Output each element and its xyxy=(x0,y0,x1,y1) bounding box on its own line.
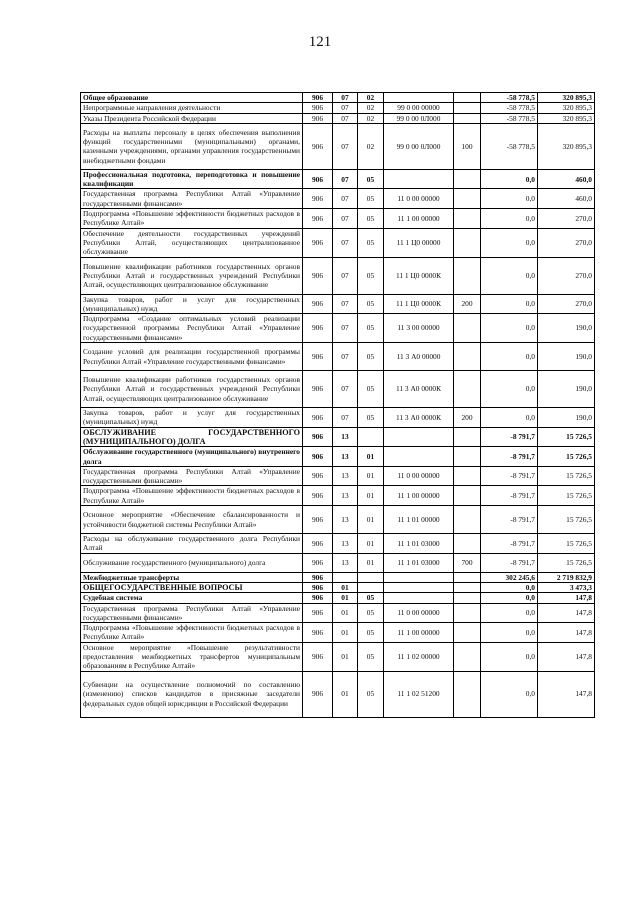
target-article: 11 1 00 00000 xyxy=(384,486,454,506)
section-code: 13 xyxy=(333,486,358,506)
row-name: Подпрограмма «Повышение эффективности бюджетных расходов в Республике Алтай» xyxy=(81,209,303,229)
subsection-code: 05 xyxy=(358,169,384,189)
expense-type xyxy=(454,343,481,371)
table-row xyxy=(81,113,595,123)
admin-code: 906 xyxy=(303,169,333,189)
admin-code: 906 xyxy=(303,257,333,294)
row-name: Подпрограмма «Создание оптимальных условий реализации государственной программы Республики Алтай «Управление государственными финансами» xyxy=(81,314,303,343)
table-row xyxy=(81,371,595,408)
target-article: 11 1 Ц0 00000 xyxy=(384,228,454,257)
target-article xyxy=(384,572,454,582)
subsection-code: 01 xyxy=(358,466,384,486)
row-name: Повышение квалификации работников государственных органов Республики Алтай и государственных учреждений Республики Алтай, осуществляющих централизованное обслуживание xyxy=(81,371,303,408)
row-name: ОБСЛУЖИВАНИЕ ГОСУДАРСТВЕННОГО (МУНИЦИПАЛЬНОГО) ДОЛГА xyxy=(81,427,303,447)
target-article: 11 0 00 00000 xyxy=(384,189,454,209)
amount-total: 15 726,5 xyxy=(538,553,595,572)
amount-change: 0,0 xyxy=(481,169,538,189)
subsection-code xyxy=(358,572,384,582)
expense-type xyxy=(454,314,481,343)
subsection-code: 05 xyxy=(358,257,384,294)
admin-code: 906 xyxy=(303,553,333,572)
amount-change: -8 791,7 xyxy=(481,553,538,572)
section-code: 01 xyxy=(333,603,358,623)
section-code: 07 xyxy=(333,113,358,123)
target-article: 11 1 02 00000 xyxy=(384,642,454,671)
target-article: 11 1 Ц0 0000К xyxy=(384,257,454,294)
subsection-code: 05 xyxy=(358,593,384,603)
admin-code: 906 xyxy=(303,466,333,486)
subsection-code: 05 xyxy=(358,228,384,257)
section-code: 07 xyxy=(333,169,358,189)
row-name: Государственная программа Республики Алтай «Управление государственными финансами» xyxy=(81,603,303,623)
expense-type xyxy=(454,257,481,294)
subsection-code: 01 xyxy=(358,447,384,467)
target-article xyxy=(384,427,454,447)
table-row xyxy=(81,553,595,572)
expense-type xyxy=(454,603,481,623)
admin-code: 906 xyxy=(303,113,333,123)
row-name: Указы Президента Российской Федерации xyxy=(81,113,303,123)
row-name: Обслуживание государственного (муниципального) внутреннего долга xyxy=(81,447,303,467)
amount-total: 320 895,3 xyxy=(538,123,595,169)
admin-code: 906 xyxy=(303,572,333,582)
expense-type xyxy=(454,506,481,534)
expense-type xyxy=(454,209,481,229)
target-article: 99 0 00 0Л000 xyxy=(384,113,454,123)
row-name: ОБЩЕГОСУДАРСТВЕННЫЕ ВОПРОСЫ xyxy=(81,582,303,592)
subsection-code: 05 xyxy=(358,343,384,371)
amount-change: 0,0 xyxy=(481,294,538,314)
amount-total: 147,8 xyxy=(538,642,595,671)
expense-type: 200 xyxy=(454,408,481,428)
target-article xyxy=(384,169,454,189)
table-row xyxy=(81,257,595,294)
subsection-code: 05 xyxy=(358,671,384,717)
amount-change: -8 791,7 xyxy=(481,466,538,486)
amount-change: 0,0 xyxy=(481,408,538,428)
table-row xyxy=(81,343,595,371)
amount-total: 15 726,5 xyxy=(538,427,595,447)
admin-code: 906 xyxy=(303,534,333,554)
subsection-code: 02 xyxy=(358,123,384,169)
subsection-code xyxy=(358,427,384,447)
admin-code: 906 xyxy=(303,593,333,603)
expense-type xyxy=(454,593,481,603)
section-code: 01 xyxy=(333,642,358,671)
subsection-code: 01 xyxy=(358,534,384,554)
target-article: 11 1 01 03000 xyxy=(384,553,454,572)
admin-code: 906 xyxy=(303,506,333,534)
table-row xyxy=(81,93,595,103)
admin-code: 906 xyxy=(303,642,333,671)
target-article: 11 3 А0 00000 xyxy=(384,343,454,371)
section-code: 07 xyxy=(333,294,358,314)
section-code: 01 xyxy=(333,582,358,592)
expense-type xyxy=(454,103,481,113)
target-article: 11 1 00 00000 xyxy=(384,623,454,643)
subsection-code: 05 xyxy=(358,189,384,209)
expense-type xyxy=(454,228,481,257)
section-code: 13 xyxy=(333,427,358,447)
amount-total: 270,0 xyxy=(538,228,595,257)
amount-change: 0,0 xyxy=(481,228,538,257)
admin-code: 906 xyxy=(303,343,333,371)
row-name: Основное мероприятие «Повышение результативности предоставления межбюджетных трансфертов муниципальным образованиям в Республике Алтай» xyxy=(81,642,303,671)
target-article xyxy=(384,447,454,467)
amount-total: 320 895,3 xyxy=(538,103,595,113)
target-article: 99 0 00 00000 xyxy=(384,103,454,113)
subsection-code: 01 xyxy=(358,553,384,572)
target-article: 11 1 00 00000 xyxy=(384,209,454,229)
amount-change: 0,0 xyxy=(481,314,538,343)
section-code: 13 xyxy=(333,553,358,572)
admin-code: 906 xyxy=(303,314,333,343)
admin-code: 906 xyxy=(303,623,333,643)
section-code: 07 xyxy=(333,408,358,428)
expense-type xyxy=(454,371,481,408)
row-name: Основное мероприятие «Обеспечение сбалансированности и устойчивости бюджетной системы Республики Алтай» xyxy=(81,506,303,534)
expense-type xyxy=(454,427,481,447)
target-article: 11 3 00 00000 xyxy=(384,314,454,343)
section-code: 07 xyxy=(333,189,358,209)
section-code: 13 xyxy=(333,534,358,554)
expense-type xyxy=(454,582,481,592)
target-article: 11 3 А0 0000К xyxy=(384,371,454,408)
amount-change: 302 245,6 xyxy=(481,572,538,582)
amount-change: -58 778,5 xyxy=(481,113,538,123)
row-name: Подпрограмма «Повышение эффективности бюджетных расходов в Республике Алтай» xyxy=(81,486,303,506)
table-row xyxy=(81,572,595,582)
table-row xyxy=(81,603,595,623)
amount-change: 0,0 xyxy=(481,623,538,643)
subsection-code: 05 xyxy=(358,623,384,643)
target-article: 11 1 02 51200 xyxy=(384,671,454,717)
expense-type xyxy=(454,466,481,486)
target-article: 11 0 00 00000 xyxy=(384,603,454,623)
table-row xyxy=(81,593,595,603)
table-row xyxy=(81,169,595,189)
table-row xyxy=(81,582,595,592)
subsection-code: 01 xyxy=(358,506,384,534)
table-row xyxy=(81,103,595,113)
section-code: 13 xyxy=(333,447,358,467)
amount-change: 0,0 xyxy=(481,642,538,671)
subsection-code: 05 xyxy=(358,408,384,428)
expense-type xyxy=(454,642,481,671)
subsection-code xyxy=(358,582,384,592)
amount-change: 0,0 xyxy=(481,371,538,408)
amount-total: 190,0 xyxy=(538,314,595,343)
page-number: 121 xyxy=(308,34,332,50)
table-row xyxy=(81,294,595,314)
admin-code: 906 xyxy=(303,93,333,103)
subsection-code: 05 xyxy=(358,209,384,229)
amount-change: -8 791,7 xyxy=(481,447,538,467)
table-row xyxy=(81,486,595,506)
amount-change: -8 791,7 xyxy=(481,486,538,506)
row-name: Субвенции на осуществление полномочий по составлению (изменению) списков кандидатов в присяжные заседатели федеральных судов общей юрисдикции в Российской Федерации xyxy=(81,671,303,717)
section-code: 07 xyxy=(333,123,358,169)
section-code: 01 xyxy=(333,671,358,717)
target-article: 99 0 00 0Л000 xyxy=(384,123,454,169)
section-code: 07 xyxy=(333,103,358,113)
admin-code: 906 xyxy=(303,671,333,717)
budget-table xyxy=(80,92,595,718)
amount-total: 270,0 xyxy=(538,257,595,294)
target-article xyxy=(384,593,454,603)
row-name: Подпрограмма «Повышение эффективности бюджетных расходов в Республике Алтай» xyxy=(81,623,303,643)
target-article: 11 0 00 00000 xyxy=(384,466,454,486)
admin-code: 906 xyxy=(303,486,333,506)
row-name: Государственная программа Республики Алтай «Управление государственными финансами» xyxy=(81,466,303,486)
table-row xyxy=(81,447,595,467)
amount-change: -58 778,5 xyxy=(481,103,538,113)
target-article xyxy=(384,582,454,592)
row-name: Расходы на обслуживание государственного долга Республики Алтай xyxy=(81,534,303,554)
section-code: 07 xyxy=(333,343,358,371)
amount-change: 0,0 xyxy=(481,582,538,592)
table-row xyxy=(81,427,595,447)
table-row xyxy=(81,314,595,343)
expense-type xyxy=(454,534,481,554)
expense-type xyxy=(454,93,481,103)
row-name: Создание условий для реализации государственной программы Республики Алтай «Управление государственными финансами» xyxy=(81,343,303,371)
admin-code: 906 xyxy=(303,408,333,428)
amount-change: -8 791,7 xyxy=(481,506,538,534)
table-row xyxy=(81,671,595,717)
subsection-code: 01 xyxy=(358,486,384,506)
target-article: 11 1 Ц0 0000К xyxy=(384,294,454,314)
section-code: 07 xyxy=(333,209,358,229)
row-name: Межбюджетные трансферты xyxy=(81,572,303,582)
expense-type xyxy=(454,447,481,467)
amount-total: 15 726,5 xyxy=(538,534,595,554)
amount-total: 460,0 xyxy=(538,169,595,189)
amount-change: 0,0 xyxy=(481,209,538,229)
admin-code: 906 xyxy=(303,603,333,623)
table-row xyxy=(81,623,595,643)
admin-code: 906 xyxy=(303,189,333,209)
amount-total: 147,8 xyxy=(538,603,595,623)
amount-change: 0,0 xyxy=(481,257,538,294)
section-code: 07 xyxy=(333,93,358,103)
row-name: Государственная программа Республики Алтай «Управление государственными финансами» xyxy=(81,189,303,209)
amount-total: 190,0 xyxy=(538,343,595,371)
subsection-code: 05 xyxy=(358,642,384,671)
subsection-code: 02 xyxy=(358,103,384,113)
table-row xyxy=(81,209,595,229)
expense-type xyxy=(454,623,481,643)
row-name: Расходы на выплаты персоналу в целях обеспечения выполнения функций государственными (муниципальными) органами, казенными учреждениями, органами управления государственными внебюджетными фондами xyxy=(81,123,303,169)
row-name: Судебная система xyxy=(81,593,303,603)
amount-change: 0,0 xyxy=(481,603,538,623)
row-name: Непрограммные направления деятельности xyxy=(81,103,303,113)
amount-total: 2 719 832,9 xyxy=(538,572,595,582)
amount-total: 147,8 xyxy=(538,623,595,643)
table-row xyxy=(81,189,595,209)
subsection-code: 05 xyxy=(358,294,384,314)
subsection-code: 05 xyxy=(358,603,384,623)
expense-type xyxy=(454,486,481,506)
subsection-code: 02 xyxy=(358,93,384,103)
admin-code: 906 xyxy=(303,228,333,257)
amount-total: 15 726,5 xyxy=(538,447,595,467)
expense-type xyxy=(454,671,481,717)
amount-change: -8 791,7 xyxy=(481,534,538,554)
amount-total: 15 726,5 xyxy=(538,506,595,534)
admin-code: 906 xyxy=(303,427,333,447)
admin-code: 906 xyxy=(303,103,333,113)
table-row xyxy=(81,123,595,169)
amount-total: 320 895,3 xyxy=(538,93,595,103)
amount-total: 147,8 xyxy=(538,593,595,603)
target-article: 11 1 01 03000 xyxy=(384,534,454,554)
amount-change: -8 791,7 xyxy=(481,427,538,447)
expense-type: 700 xyxy=(454,553,481,572)
target-article: 11 3 А0 0000К xyxy=(384,408,454,428)
target-article: 11 1 01 00000 xyxy=(384,506,454,534)
table-row xyxy=(81,642,595,671)
subsection-code: 05 xyxy=(358,371,384,408)
amount-total: 147,8 xyxy=(538,671,595,717)
row-name: Профессиональная подготовка, переподготовка и повышение квалификации xyxy=(81,169,303,189)
admin-code: 906 xyxy=(303,209,333,229)
amount-total: 460,0 xyxy=(538,189,595,209)
subsection-code: 02 xyxy=(358,113,384,123)
admin-code: 906 xyxy=(303,371,333,408)
expense-type xyxy=(454,113,481,123)
section-code: 13 xyxy=(333,466,358,486)
row-name: Обслуживание государственного (муниципального) долга xyxy=(81,553,303,572)
table-row xyxy=(81,408,595,428)
section-code: 01 xyxy=(333,623,358,643)
row-name: Повышение квалификации работников государственных органов Республики Алтай и государственных учреждений Республики Алтай, осуществляющих централизованное обслуживание xyxy=(81,257,303,294)
amount-total: 270,0 xyxy=(538,209,595,229)
table-row xyxy=(81,466,595,486)
admin-code: 906 xyxy=(303,123,333,169)
row-name: Общее образование xyxy=(81,93,303,103)
expense-type xyxy=(454,572,481,582)
amount-change: 0,0 xyxy=(481,671,538,717)
section-code: 07 xyxy=(333,371,358,408)
admin-code: 906 xyxy=(303,582,333,592)
amount-total: 3 473,3 xyxy=(538,582,595,592)
subsection-code: 05 xyxy=(358,314,384,343)
amount-total: 190,0 xyxy=(538,408,595,428)
section-code xyxy=(333,572,358,582)
expense-type: 100 xyxy=(454,123,481,169)
expense-type xyxy=(454,169,481,189)
amount-change: -58 778,5 xyxy=(481,123,538,169)
amount-change: 0,0 xyxy=(481,343,538,371)
expense-type xyxy=(454,189,481,209)
section-code: 01 xyxy=(333,593,358,603)
expense-type: 200 xyxy=(454,294,481,314)
row-name: Обеспечение деятельности государственных учреждений Республики Алтай, осуществляющих централизованное обслуживание xyxy=(81,228,303,257)
section-code: 07 xyxy=(333,314,358,343)
section-code: 07 xyxy=(333,257,358,294)
section-code: 13 xyxy=(333,506,358,534)
amount-total: 15 726,5 xyxy=(538,466,595,486)
amount-total: 190,0 xyxy=(538,371,595,408)
amount-total: 15 726,5 xyxy=(538,486,595,506)
target-article xyxy=(384,93,454,103)
row-name: Закупка товаров, работ и услуг для государственных (муниципальных) нужд xyxy=(81,408,303,428)
amount-total: 270,0 xyxy=(538,294,595,314)
admin-code: 906 xyxy=(303,294,333,314)
table-row xyxy=(81,228,595,257)
table-row xyxy=(81,534,595,554)
table-row xyxy=(81,506,595,534)
amount-change: 0,0 xyxy=(481,593,538,603)
amount-total: 320 895,3 xyxy=(538,113,595,123)
amount-change: -58 778,5 xyxy=(481,93,538,103)
amount-change: 0,0 xyxy=(481,189,538,209)
admin-code: 906 xyxy=(303,447,333,467)
section-code: 07 xyxy=(333,228,358,257)
row-name: Закупка товаров, работ и услуг для государственных (муниципальных) нужд xyxy=(81,294,303,314)
